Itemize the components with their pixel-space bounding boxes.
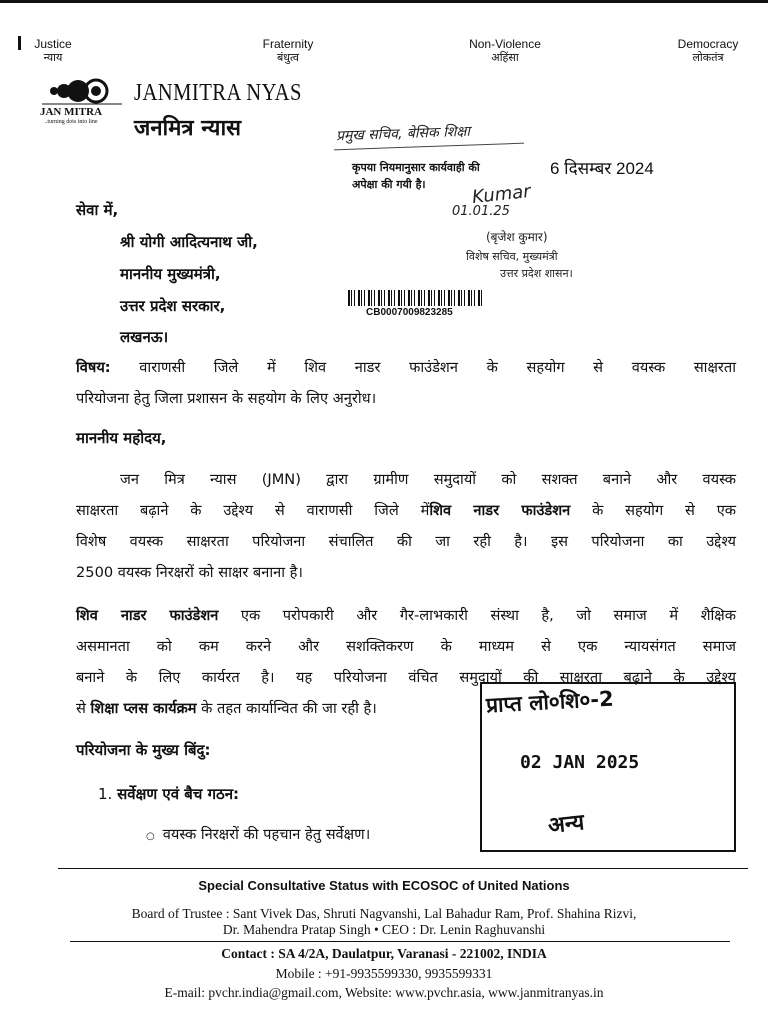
officer-dept: उत्तर प्रदेश शासन। bbox=[500, 267, 573, 280]
motto-hi: लोकतंत्र bbox=[692, 52, 724, 64]
scan-top-edge bbox=[0, 0, 768, 3]
endorsement-line2: अपेक्षा की गयी है। bbox=[352, 178, 426, 191]
stamp-footer: अन्य bbox=[546, 810, 586, 839]
subject-line1: वाराणसी जिले में शिव नाडर फाउंडेशन के सहयोग से वयस्क साक्षरता bbox=[139, 359, 736, 376]
footer-divider bbox=[58, 868, 748, 869]
received-stamp bbox=[480, 682, 736, 852]
point-title: सर्वेक्षण एवं बैच गठन: bbox=[117, 785, 240, 803]
endorsement-line1: कृपया नियमानुसार कार्यवाही की bbox=[352, 161, 480, 174]
motto-democracy bbox=[670, 37, 746, 65]
bullet-icon: ○ bbox=[146, 831, 155, 842]
footer-divider-2 bbox=[70, 941, 730, 942]
jan-mitra-logo bbox=[36, 76, 128, 128]
stamp-date: 02 JAN 2025 bbox=[520, 752, 640, 773]
logo-tagline: ..turning dots into line bbox=[44, 119, 98, 125]
motto-hi: अहिंसा bbox=[491, 52, 519, 64]
point-1 bbox=[98, 784, 239, 804]
logo-dots-icon bbox=[36, 76, 128, 106]
logo-caption: JAN MITRA bbox=[39, 106, 103, 118]
footer-mobile: Mobile : +91-9935599330, 9935599331 bbox=[275, 966, 493, 981]
letter-date: 6 दिसम्बर 2024 bbox=[550, 159, 654, 178]
motto-en: Democracy bbox=[677, 37, 739, 51]
motto-en: Non-Violence bbox=[469, 37, 541, 51]
point-bullet-text: वयस्क निरक्षरों की पहचान हेतु सर्वेक्षण। bbox=[162, 826, 371, 843]
point-number: 1. bbox=[98, 785, 113, 803]
motto-justice bbox=[28, 37, 78, 65]
footer-trustees-2: Dr. Mahendra Pratap Singh • CEO : Dr. Lenin Raghuvanshi bbox=[222, 922, 546, 937]
para1-line1: जन मित्र न्यास (JMN) द्वारा ग्रामीण समुदायों को सशक्त बनाने और वयस्क bbox=[120, 471, 736, 488]
punch-mark bbox=[18, 36, 21, 50]
subject-label: विषय: bbox=[76, 359, 111, 376]
motto-hi: बंधुत्व bbox=[276, 52, 300, 64]
para1-line2c: के सहयोग से एक bbox=[592, 502, 736, 519]
footer-contact: Contact : SA 4/2A, Daulatpur, Varanasi - 221002, INDIA bbox=[221, 946, 547, 961]
salutation: सेवा में, bbox=[76, 201, 119, 219]
para2-line4c: के तहत कार्यान्वित की जा रही है। bbox=[201, 700, 377, 717]
para2-line1a: शिव नाडर फाउंडेशन bbox=[76, 607, 219, 624]
subject-line2: परियोजना हेतु जिला प्रशासन के सहयोग के लिए अनुरोध। bbox=[76, 390, 377, 407]
point-1-bullet bbox=[146, 824, 370, 844]
para1-line4: 2500 वयस्क निरक्षरों को साक्षर बनाना है। bbox=[76, 564, 303, 581]
para2-line2: असमानता को कम करने और सशक्तिकरण के माध्यम से एक न्यायसंगत समाज bbox=[76, 638, 736, 655]
motto-en: Fraternity bbox=[262, 37, 314, 51]
barcode-text: CB0007009823285 bbox=[366, 307, 453, 318]
handwritten-sig-date: 01.01.25 bbox=[452, 204, 510, 219]
points-heading: परियोजना के मुख्य बिंदु: bbox=[76, 741, 211, 759]
footer-trustees-1: Board of Trustee : Sant Vivek Das, Shruti Nagvanshi, Lal Bahadur Ram, Prof. Shahina Rizvi, bbox=[131, 906, 637, 921]
motto-fraternity bbox=[248, 37, 328, 65]
paragraph-1 bbox=[76, 464, 736, 588]
handwritten-top-note: प्रमुख सचिव, बेसिक शिक्षा bbox=[335, 123, 471, 145]
greeting: माननीय महोदय, bbox=[76, 429, 167, 447]
para1-line3: विशेष वयस्क साक्षरता परियोजना संचालित की जा रही है। इस परियोजना का उद्देश्य bbox=[76, 533, 736, 550]
para1-line2b: शिव नाडर फाउंडेशन bbox=[429, 502, 571, 519]
address-line-3: उत्तर प्रदेश सरकार, bbox=[120, 297, 226, 315]
org-name-en: JANMITRA NYAS bbox=[134, 80, 302, 106]
para2-line4a: से bbox=[76, 700, 86, 717]
officer-title: विशेष सचिव, मुख्यमंत्री bbox=[466, 250, 558, 263]
para2-line1b: एक परोपकारी और गैर-लाभकारी संस्था है, जो समाज में शैक्षिक bbox=[240, 607, 736, 624]
handwritten-signature: Kumar bbox=[471, 180, 532, 209]
footer-status: Special Consultative Status with ECOSOC of United Nations bbox=[198, 878, 570, 893]
stamp-title: प्राप्त लो०शि०-2 bbox=[485, 686, 615, 718]
address-line-1: श्री योगी आदित्यनाथ जी, bbox=[120, 233, 258, 251]
address-line-2: माननीय मुख्यमंत्री, bbox=[120, 265, 221, 283]
address-line-4: लखनऊ। bbox=[120, 328, 169, 346]
para2-line4b: शिक्षा प्लस कार्यक्रम bbox=[90, 700, 197, 717]
motto-hi: न्याय bbox=[43, 52, 63, 64]
para1-line2a: साक्षरता बढ़ाने के उद्देश्य से वाराणसी जिले में bbox=[76, 502, 430, 519]
motto-nonviolence bbox=[460, 37, 550, 65]
subject bbox=[76, 352, 736, 414]
para2-line3: बनाने के लिए कार्यरत है। यह परियोजना वंचित समुदायों की साक्षरता बढ़ाने के उद्देश्य bbox=[76, 669, 736, 686]
motto-en: Justice bbox=[34, 37, 72, 51]
officer-name: (बृजेश कुमार) bbox=[486, 230, 548, 244]
footer-email: E-mail: pvchr.india@gmail.com, Website: www.pvchr.asia, www.janmitranyas.in bbox=[164, 985, 604, 1000]
org-name-hi: जनमित्र न्यास bbox=[134, 116, 242, 141]
